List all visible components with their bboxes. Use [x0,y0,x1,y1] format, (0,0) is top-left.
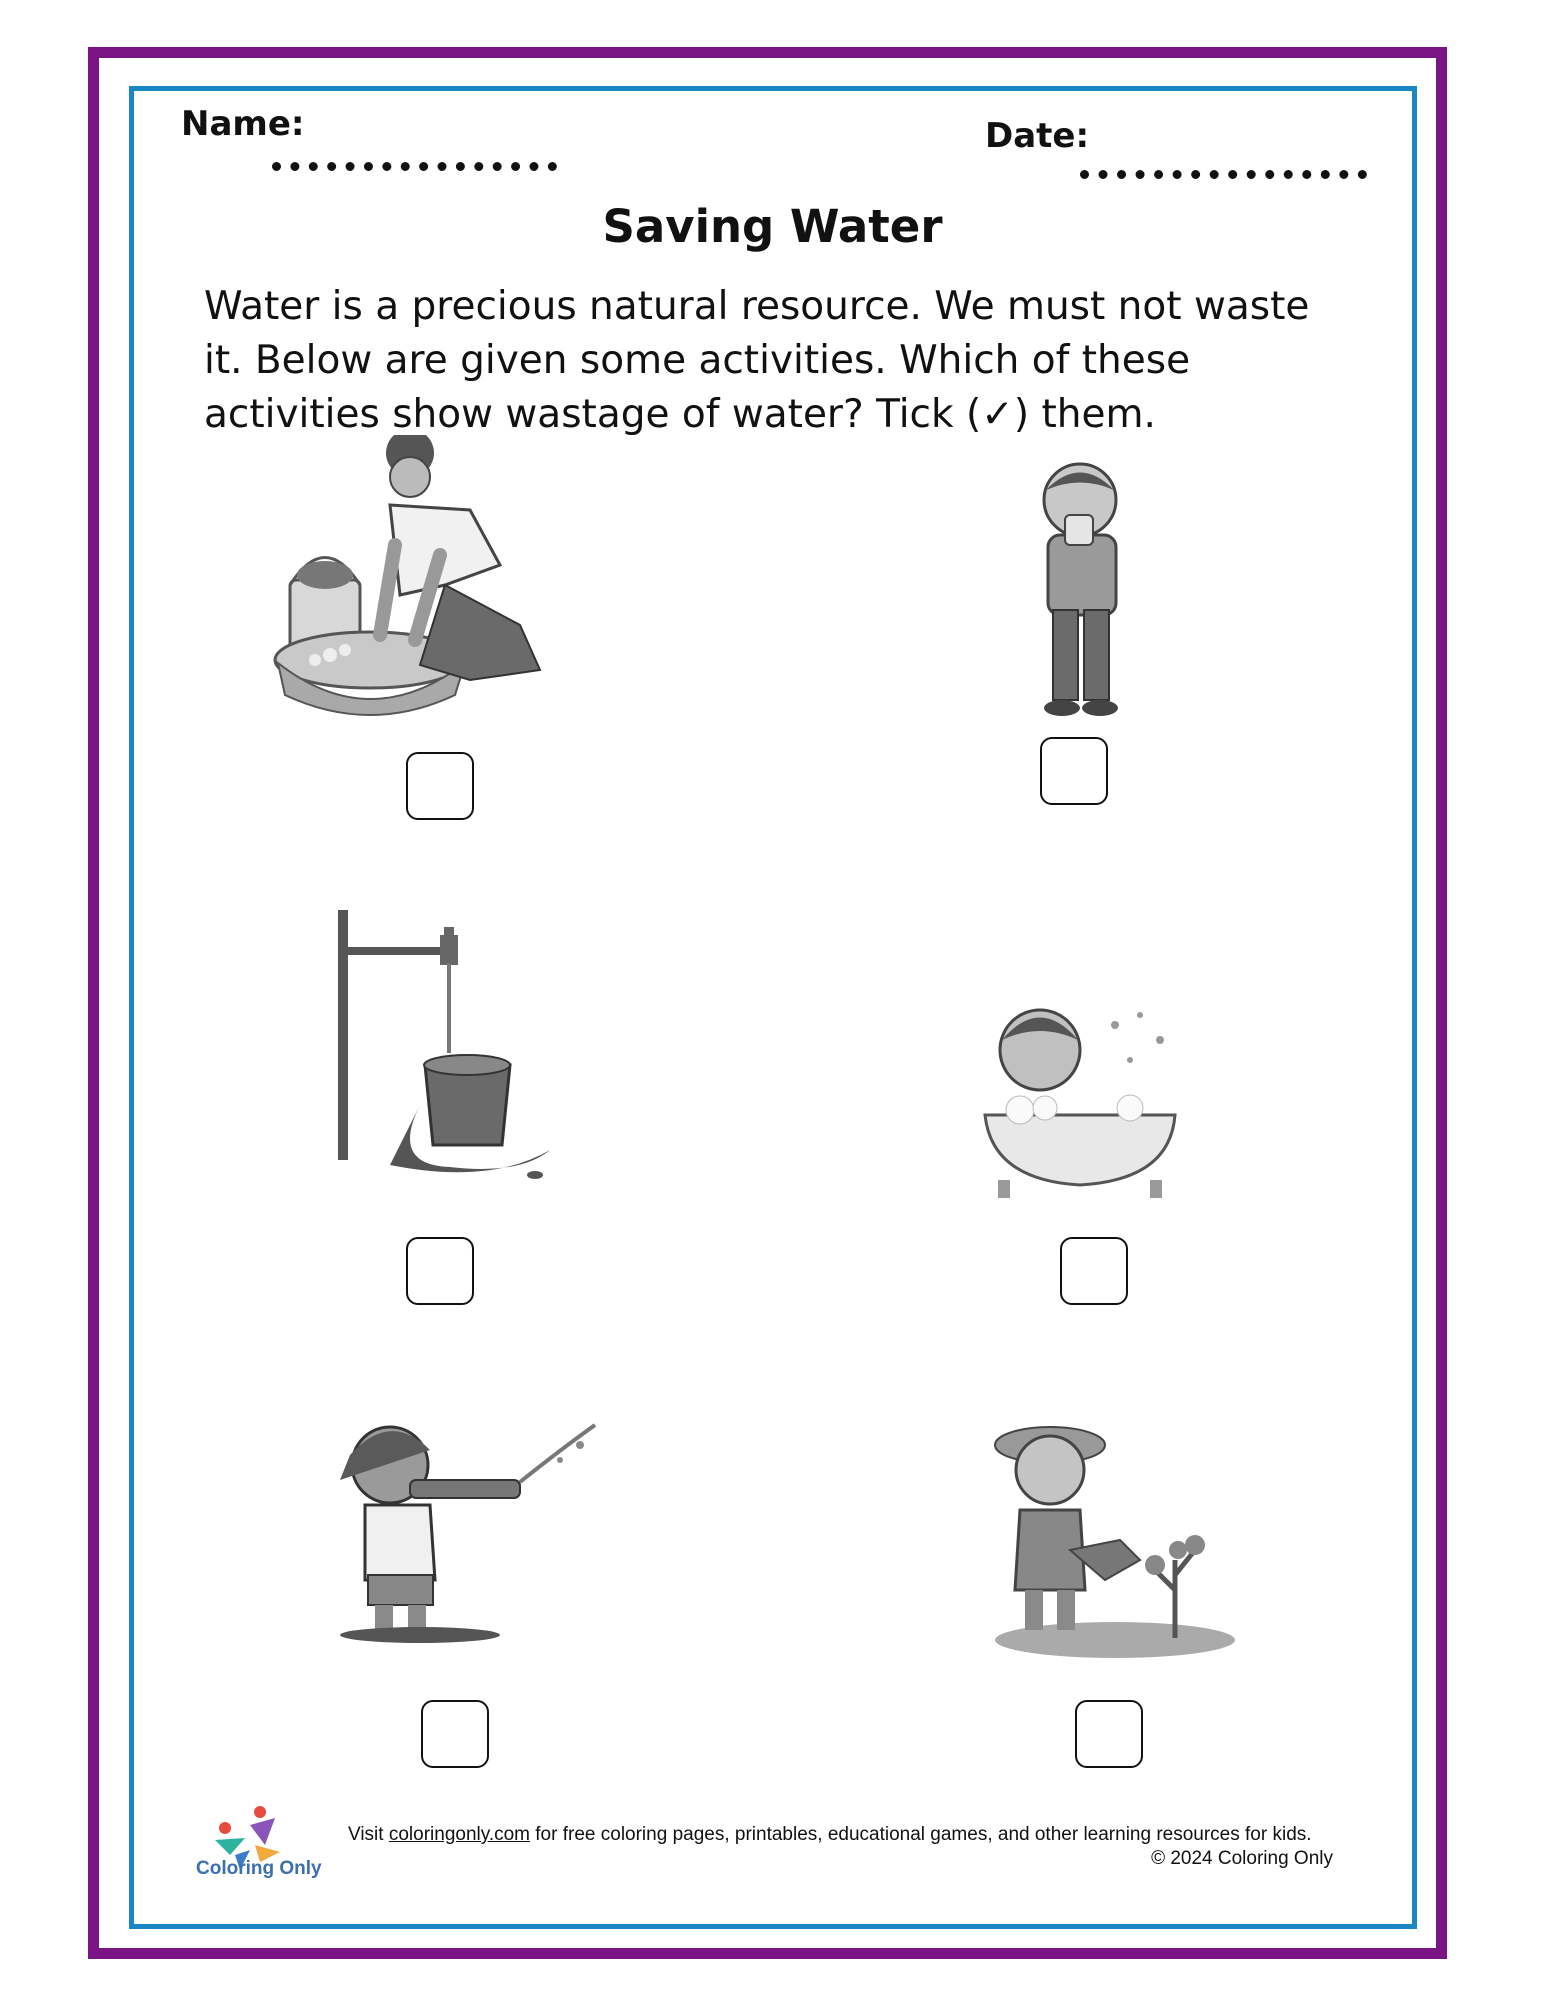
boy-water-gun-icon [320,1410,610,1650]
footer-visit-suffix: for free coloring pages, printables, educational games, and other learning resources for kids. [530,1824,1312,1845]
tick-box-5[interactable] [421,1700,489,1768]
instructions: Water is a precious natural resource. We must not waste it. Below are given some activities. Which of these activities show wastage of water? Tick (✓) them. [204,284,1310,437]
coloringonly-link[interactable]: coloringonly.com [388,1824,530,1845]
child-bathing-tub-icon [980,990,1190,1210]
page-title: Saving Water [602,200,943,253]
name-label: Name: [181,104,305,144]
girl-watering-plant-icon [990,1410,1240,1660]
date-label: Date: [985,116,1090,156]
footer-visit-prefix: Visit [348,1824,389,1845]
tick-box-6[interactable] [1075,1700,1143,1768]
woman-washing-clothes-icon [270,435,570,735]
logo-text: Coloring Only [196,1858,322,1879]
tick-box-1[interactable] [406,752,474,820]
date-field[interactable] [1080,170,1367,179]
overflowing-bucket-tap-icon [330,905,570,1205]
footer-text [348,1822,1312,1848]
boy-drinking-water-icon [1010,460,1150,730]
tick-box-2[interactable] [1040,737,1108,805]
copyright: © 2024 Coloring Only [1151,1848,1333,1869]
tick-box-3[interactable] [406,1237,474,1305]
name-field[interactable] [272,162,557,171]
tick-box-4[interactable] [1060,1237,1128,1305]
